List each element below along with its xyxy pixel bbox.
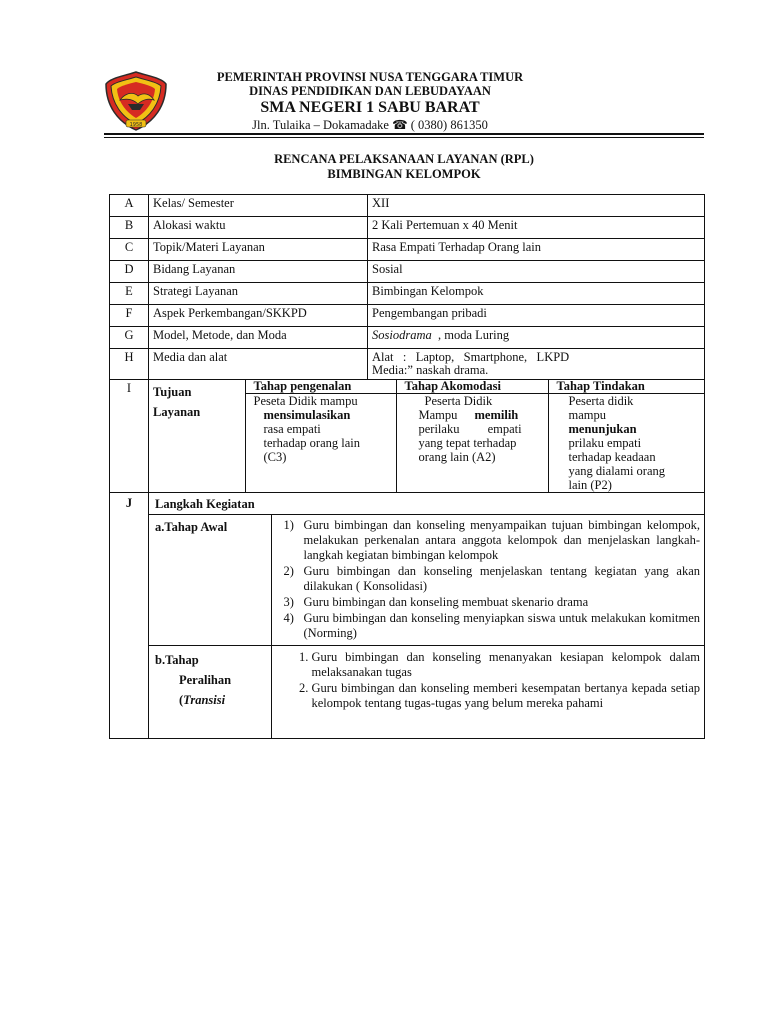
row-label: Bidang Layanan	[149, 261, 368, 283]
objective-text	[419, 408, 542, 422]
header-tahap-akomodasi: Tahap Akomodasi	[396, 380, 548, 394]
step-text: Guru bimbingan dan konseling membuat skenario drama	[303, 595, 589, 609]
table-row	[110, 349, 705, 380]
objectives-label	[149, 380, 245, 492]
rpl-table	[109, 194, 705, 739]
stage-awal-row	[149, 515, 704, 646]
objective-keyword: mensimulasikan	[263, 408, 351, 422]
row-value: Bimbingan Kelompok	[368, 283, 705, 305]
moda-text: , moda Luring	[431, 328, 510, 342]
step-text: Guru bimbingan dan konseling menyampaikan tujuan bimbingan kelompok, melakukan perkenalan antara anggota kelompok dan menjelaskan langkah-langkah kegiatan bimbingan kelompok	[303, 518, 700, 562]
stage-peralihan-row	[149, 646, 704, 739]
list-item	[276, 595, 701, 610]
table-row-activities	[110, 493, 705, 739]
stage-label-line: b.Tahap	[155, 653, 199, 667]
list-item	[276, 518, 701, 563]
stage-label-line: Peralihan	[179, 673, 232, 687]
row-value	[368, 327, 705, 349]
row-value	[368, 349, 705, 380]
school-name: SMA NEGERI 1 SABU BARAT	[260, 99, 480, 116]
telephone-icon: ☎	[392, 118, 408, 132]
logo-year: 1958	[129, 122, 143, 128]
document-title	[104, 152, 704, 182]
stage-awal-label: a.Tahap Awal	[149, 515, 271, 646]
tools-line: Alat : Laptop, Smartphone, LKPD	[372, 350, 570, 364]
header-tahap-tindakan: Tahap Tindakan	[548, 380, 704, 394]
activities-table	[149, 515, 704, 738]
list-item: 1. Guru bimbingan dan konseling menanyakan kesiapan kelompok dalam melaksanakan tugas	[312, 650, 701, 680]
table-row	[110, 283, 705, 305]
stage-peralihan-list	[276, 650, 701, 711]
objective-text: mampu	[568, 408, 606, 422]
table-row	[110, 327, 705, 349]
objective-text: terhadap keadaan	[568, 450, 656, 464]
objective-text: Peseta Didik mampu	[253, 394, 358, 408]
table-row-objectives	[110, 380, 705, 493]
row-code: E	[110, 283, 149, 305]
step-text: Guru bimbingan dan konseling menyiapkan siswa untuk melakukan komitmen (Norming)	[303, 611, 700, 640]
stage-peralihan-label	[149, 646, 271, 739]
objectives-label-line1: Tujuan	[153, 385, 192, 399]
row-code: F	[110, 305, 149, 327]
objective-recognition	[245, 394, 396, 493]
stage-label-paren: (	[179, 693, 184, 707]
row-value: 2 Kali Pertemuan x 40 Menit	[368, 217, 705, 239]
row-label: Media dan alat	[149, 349, 368, 380]
address-text: Jln. Tulaika – Dokamadake	[252, 118, 393, 132]
government-name: PEMERINTAH PROVINSI NUSA TENGGARA TIMUR	[216, 70, 524, 84]
objectives-cell	[149, 380, 705, 493]
row-code: B	[110, 217, 149, 239]
list-item: 2. Guru bimbingan dan konseling memberi kesempatan bertanya kepada setiap kelompok tentang tugas-tugas yang belum mereka pahami	[312, 681, 701, 711]
objectives-header-row	[149, 380, 704, 394]
letterhead-rule-thin	[104, 137, 704, 138]
objective-keyword: memilih	[474, 408, 519, 422]
row-label: Model, Metode, dan Moda	[149, 327, 368, 349]
row-code: G	[110, 327, 149, 349]
stage-awal-steps	[271, 515, 704, 646]
row-label: Alokasi waktu	[149, 217, 368, 239]
objectives-label-line2: Layanan	[153, 405, 201, 419]
objective-text-part: Mampu	[418, 408, 461, 422]
table-row	[110, 239, 705, 261]
stage-awal-list	[276, 518, 701, 641]
document-title-line1: RENCANA PELAKSANAAN LAYANAN (RPL)	[274, 152, 534, 166]
activities-cell	[149, 493, 705, 739]
row-code: C	[110, 239, 149, 261]
table-row	[110, 305, 705, 327]
row-value: XII	[368, 195, 705, 217]
objective-action	[548, 394, 704, 493]
objective-keyword: menunjukan	[568, 422, 637, 436]
objective-text: orang lain (A2)	[418, 450, 496, 464]
row-value: Sosial	[368, 261, 705, 283]
step-number: 2)	[283, 564, 294, 578]
model-name: Sosiodrama	[372, 328, 432, 342]
objective-text: yang dialami orang	[568, 464, 665, 478]
stage-label-line	[155, 690, 265, 710]
objective-text: yang tepat terhadap	[418, 436, 517, 450]
school-logo-emblem	[104, 70, 168, 132]
stage-label-transisi: Transisi	[183, 693, 226, 707]
row-value: Pengembangan pribadi	[368, 305, 705, 327]
row-code: D	[110, 261, 149, 283]
document-title-line2: BIMBINGAN KELOMPOK	[327, 167, 481, 181]
row-code: I	[110, 380, 149, 493]
row-value: Rasa Empati Terhadap Orang lain	[368, 239, 705, 261]
row-label: Strategi Layanan	[149, 283, 368, 305]
row-code: A	[110, 195, 149, 217]
school-address	[190, 117, 550, 134]
header-tahap-pengenalan: Tahap pengenalan	[245, 380, 396, 394]
phone-number: ( 0380) 861350	[407, 118, 488, 132]
table-row	[110, 217, 705, 239]
activities-heading: Langkah Kegiatan	[149, 493, 704, 515]
step-number: 3)	[283, 595, 294, 609]
objectives-table	[149, 380, 704, 492]
table-row	[110, 195, 705, 217]
objective-text: prilaku empati	[568, 436, 642, 450]
row-label: Aspek Perkembangan/SKKPD	[149, 305, 368, 327]
row-label: Kelas/ Semester	[149, 195, 368, 217]
objective-text: rasa empati	[263, 422, 321, 436]
objective-accommodation	[396, 394, 548, 493]
table-row	[110, 261, 705, 283]
row-code: J	[110, 493, 149, 739]
objective-text: Peserta didik	[568, 394, 634, 408]
department-name: DINAS PENDIDIKAN DAN LEBUDAYAAN	[249, 84, 491, 98]
stage-peralihan-steps	[271, 646, 704, 739]
row-code: H	[110, 349, 149, 380]
letterhead-rule-thick	[104, 133, 704, 135]
objective-text: (C3)	[263, 450, 287, 464]
objective-text: terhadap orang lain	[263, 436, 360, 450]
list-item	[276, 564, 701, 594]
media-line: Media:” naskah drama.	[372, 363, 489, 377]
objective-text: Peserta Didik	[424, 394, 493, 408]
objective-text: perilaku empati	[418, 422, 522, 436]
list-item	[276, 611, 701, 641]
row-label: Topik/Materi Layanan	[149, 239, 368, 261]
step-number: 4)	[283, 611, 294, 625]
step-number: 1)	[283, 518, 294, 532]
letterhead	[190, 70, 550, 134]
objective-text: lain (P2)	[568, 478, 612, 492]
step-text: Guru bimbingan dan konseling menjelaskan tentang kegiatan yang akan dilakukan ( Konsolidasi)	[303, 564, 700, 593]
